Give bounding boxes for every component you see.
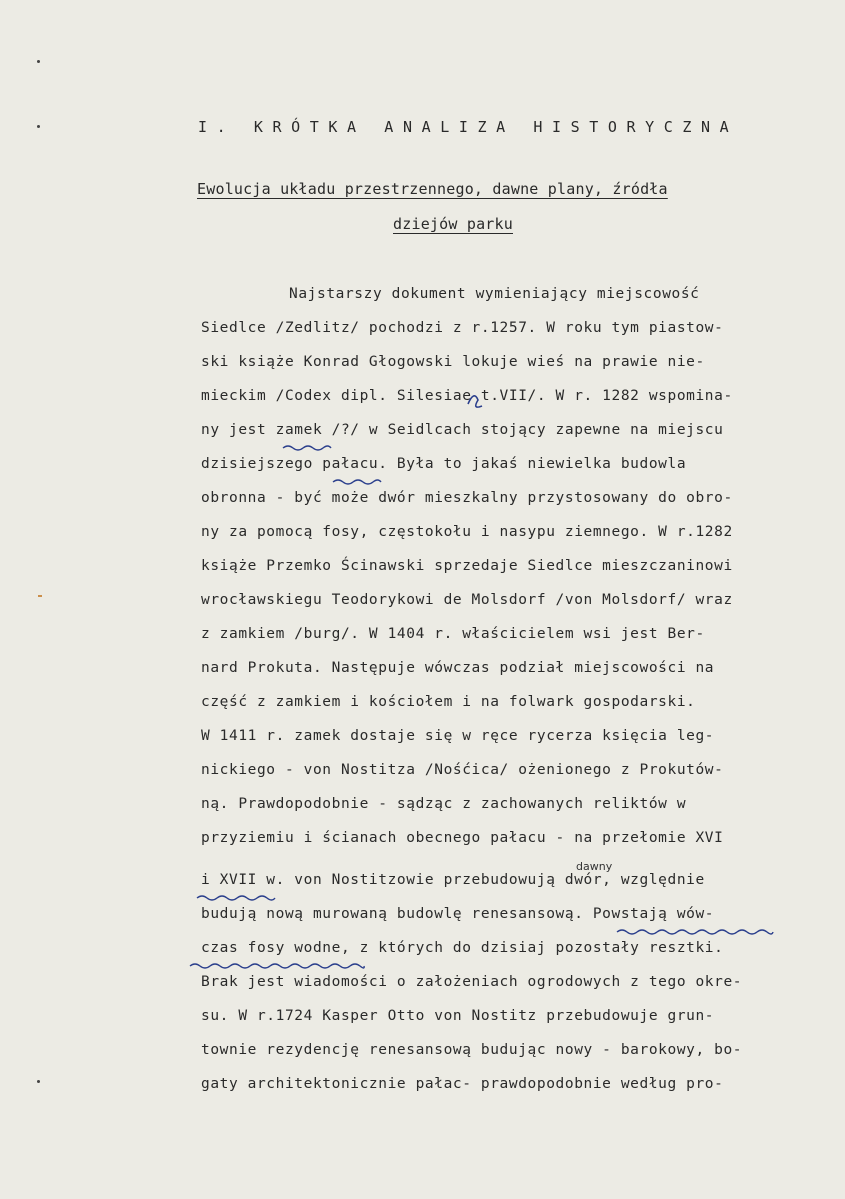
wavy-underline-fosy	[190, 964, 364, 968]
body-line: książe Przemko Ścinawski sprzedaje Siedlce mieszczaninowi	[201, 558, 733, 574]
body-line: wrocławskiegu Teodorykowi de Molsdorf /von Molsdorf/ wraz	[201, 592, 733, 608]
body-line: townie rezydencję renesansową budując nowy - barokowy, bo-	[201, 1042, 743, 1058]
section-heading: I. KRÓTKA ANALIZA HISTORYCZNA	[198, 118, 739, 136]
body-line: ski książe Konrad Głogowski lokuje wieś na prawie nie-	[201, 354, 705, 370]
margin-mark	[37, 125, 40, 128]
body-line: ny za pomocą fosy, częstokołu i nasypu ziemnego. W r.1282	[201, 524, 733, 540]
body-line: ną. Prawdopodobnie - sądząc z zachowanych reliktów w	[201, 796, 687, 812]
body-line: su. W r.1724 Kasper Otto von Nostitz przebudowuje grun-	[201, 1008, 715, 1024]
body-line: Brak jest wiadomości o założeniach ogrodowych z tego okre-	[201, 974, 743, 990]
body-line: czas fosy wodne, z których do dzisiaj pozostały resztki.	[201, 940, 724, 956]
body-line: część z zamkiem i kościołem i na folwark gospodarski.	[201, 694, 696, 710]
subtitle-line-2: dziejów parku	[393, 215, 513, 233]
body-line: obronna - być może dwór mieszkalny przystosowany do obro-	[201, 490, 733, 506]
wavy-underline-powstaja	[617, 930, 773, 934]
body-line: dzisiejszego pałacu. Była to jakaś niewielka budowla	[201, 456, 687, 472]
handwritten-insertion: dawny	[576, 860, 613, 873]
body-line: W 1411 r. zamek dostaje się w ręce rycerza księcia leg-	[201, 728, 715, 744]
body-line: Siedlce /Zedlitz/ pochodzi z r.1257. W roku tym piastow-	[201, 320, 724, 336]
body-line: ny jest zamek /?/ w Seidlcach stojący zapewne na miejscu	[201, 422, 724, 438]
wavy-underline-palacu	[333, 480, 381, 484]
body-line: mieckim /Codex dipl. Silesiae t.VII/. W r. 1282 wspomina-	[201, 388, 733, 404]
body-line: nickiego - von Nostitza /Nośćica/ ożenionego z Prokutów-	[201, 762, 724, 778]
body-line: z zamkiem /burg/. W 1404 r. właścicielem wsi jest Ber-	[201, 626, 705, 642]
body-line: budują nową murowaną budowlę renesansową. Powstają wów-	[201, 906, 715, 922]
margin-mark	[37, 1080, 40, 1083]
wavy-underline-zamek	[283, 446, 331, 450]
body-line: i XVII w. von Nostitzowie przebudowują dwór, względnie	[201, 872, 705, 888]
body-line: nard Prokuta. Następuje wówczas podział miejscowości na	[201, 660, 715, 676]
subtitle-line-1: Ewolucja układu przestrzennego, dawne plany, źródła	[197, 180, 668, 198]
margin-mark	[37, 60, 40, 63]
body-line: Najstarszy dokument wymieniający miejscowość	[289, 286, 700, 302]
body-line: przyziemiu i ścianach obecnego pałacu - na przełomie XVI	[201, 830, 724, 846]
wavy-underline-xvii	[197, 896, 275, 900]
body-line: gaty architektonicznie pałac- prawdopodobnie według pro-	[201, 1076, 724, 1092]
